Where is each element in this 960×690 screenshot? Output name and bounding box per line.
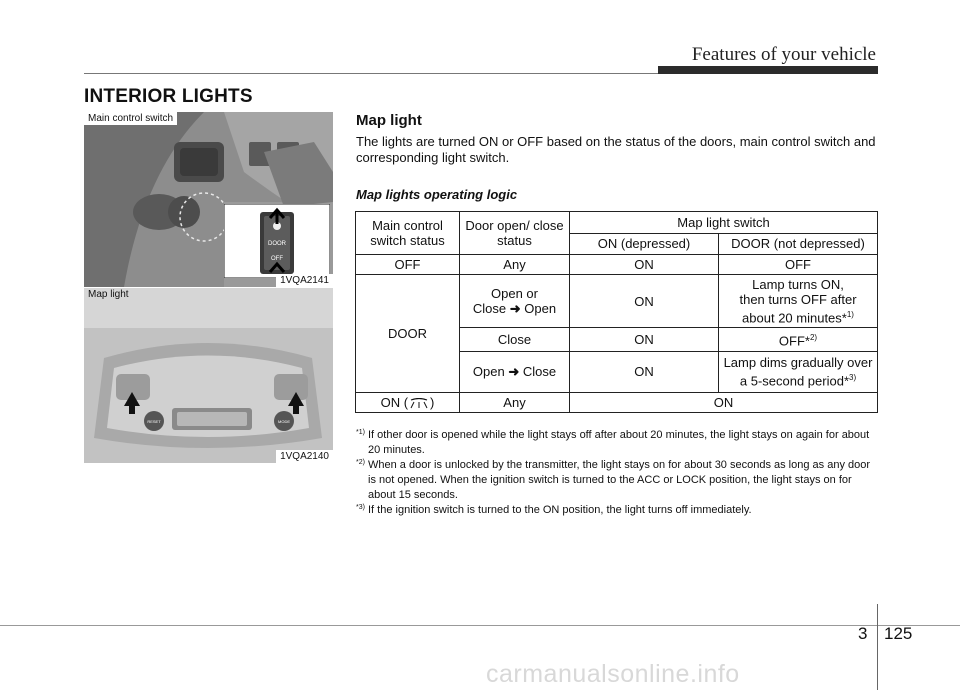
footnote-mark: *1) (356, 429, 365, 436)
table-caption: Map lights operating logic (356, 187, 518, 202)
cell-door-any: Any (460, 392, 570, 412)
lamp-line-1: Lamp turns ON, (752, 277, 844, 292)
footnote-2 (356, 458, 876, 503)
page-number-separator (877, 604, 878, 690)
main-control-switch-label: Main control switch (84, 112, 177, 125)
footer-rule (0, 625, 960, 626)
cell-door-off: OFF (719, 255, 878, 275)
header-main-control: Main control switch status (356, 212, 460, 255)
footnote-mark: *2) (356, 459, 365, 466)
door-open: Open (524, 301, 557, 317)
map-light-icon (408, 398, 430, 409)
cell-on: ON (570, 255, 719, 275)
footnote-ref-3: 3) (849, 372, 857, 382)
cell-on: ON (570, 275, 719, 328)
header-map-light-switch: Map light switch (570, 212, 878, 234)
lamp-line-2: then turns OFF after (739, 292, 857, 307)
figure-code-top: 1VQA2141 (276, 274, 333, 287)
header-door-not-depressed: DOOR (not depressed) (719, 233, 878, 255)
dims-line-1: Lamp dims gradually over (723, 354, 873, 370)
lamp-line-3: about 20 minutes* (742, 310, 847, 326)
table-row (356, 392, 878, 412)
cell-status-door: DOOR (356, 275, 460, 393)
footnotes (356, 428, 876, 518)
header-door-status: Door open/ close status (460, 212, 570, 255)
footnote-mark: *3) (356, 504, 365, 511)
dims-line-2: a 5-second period* (739, 373, 850, 389)
arrow-right-icon: ➜ (509, 301, 521, 317)
cell-door-open-to-close (460, 351, 570, 392)
footnote-text: If other door is opened while the light stays off after about 20 minutes, the light stays on again for about 20 minutes. (368, 429, 870, 456)
cell-off-footnote (719, 328, 878, 351)
footnote-3 (356, 503, 876, 518)
mode-button-label: MODE (278, 419, 290, 424)
header-rule-accent (658, 66, 878, 74)
map-light-title: Map light (356, 112, 422, 129)
cell-lamp-dims (719, 351, 878, 392)
map-light-label: Map light (88, 289, 129, 300)
inset-door-label: DOOR (268, 241, 286, 247)
map-light-photo (84, 288, 333, 463)
footnote-text: If the ignition switch is turned to the ON position, the light turns off immediately. (368, 504, 752, 516)
inset-off-label: OFF (271, 256, 283, 262)
on-suffix: ) (430, 394, 435, 410)
map-light-description: The lights are turned ON or OFF based on the status of the doors, main control switch and corresponding light switch. (356, 134, 876, 165)
on-prefix: ON ( (380, 394, 409, 410)
cell-on-all: ON (570, 392, 878, 412)
cell-door-any: Any (460, 255, 570, 275)
map-light-illustration (84, 288, 333, 463)
header-rule (84, 73, 658, 74)
cell-status-off: OFF (356, 255, 460, 275)
watermark: carmanualsonline.info (486, 660, 740, 688)
arrow-right-icon: ➜ (508, 364, 520, 380)
footnote-1 (356, 428, 876, 458)
door-close: Close (522, 364, 557, 380)
section-title: INTERIOR LIGHTS (84, 86, 253, 107)
table-row (356, 255, 878, 275)
door-open: Open (472, 364, 505, 380)
reset-button-label: RESET (147, 419, 161, 424)
cell-on: ON (570, 328, 719, 351)
cell-status-on (356, 392, 460, 412)
cell-door-close: Close (460, 328, 570, 351)
cell-on: ON (570, 351, 719, 392)
footnote-text: When a door is unlocked by the transmitter, the light stays on for about 30 seconds as long as any door is not opened. When the ignition switch is turned to the ACC or LOCK position, the light stays on for about 15 seconds. (368, 459, 871, 501)
off-text: OFF* (778, 333, 810, 349)
table-header-row (356, 212, 878, 234)
chapter-number: 3 (858, 624, 868, 643)
main-control-switch-photo (84, 112, 333, 287)
page-header-title: Features of your vehicle (691, 44, 876, 65)
switch-inset (224, 204, 330, 278)
cell-lamp-turns-on (719, 275, 878, 328)
cell-door-open-close (460, 275, 570, 328)
figure-code-bottom: 1VQA2140 (276, 450, 333, 463)
door-open-or: Open or (491, 286, 538, 302)
footnote-ref-1: 1) (846, 310, 854, 319)
map-lights-logic-table (355, 211, 878, 413)
door-close: Close (472, 301, 507, 317)
table-row (356, 275, 878, 328)
page-number: 125 (884, 624, 913, 643)
footnote-ref-2: 2) (809, 333, 818, 343)
header-on-depressed: ON (depressed) (570, 233, 719, 255)
